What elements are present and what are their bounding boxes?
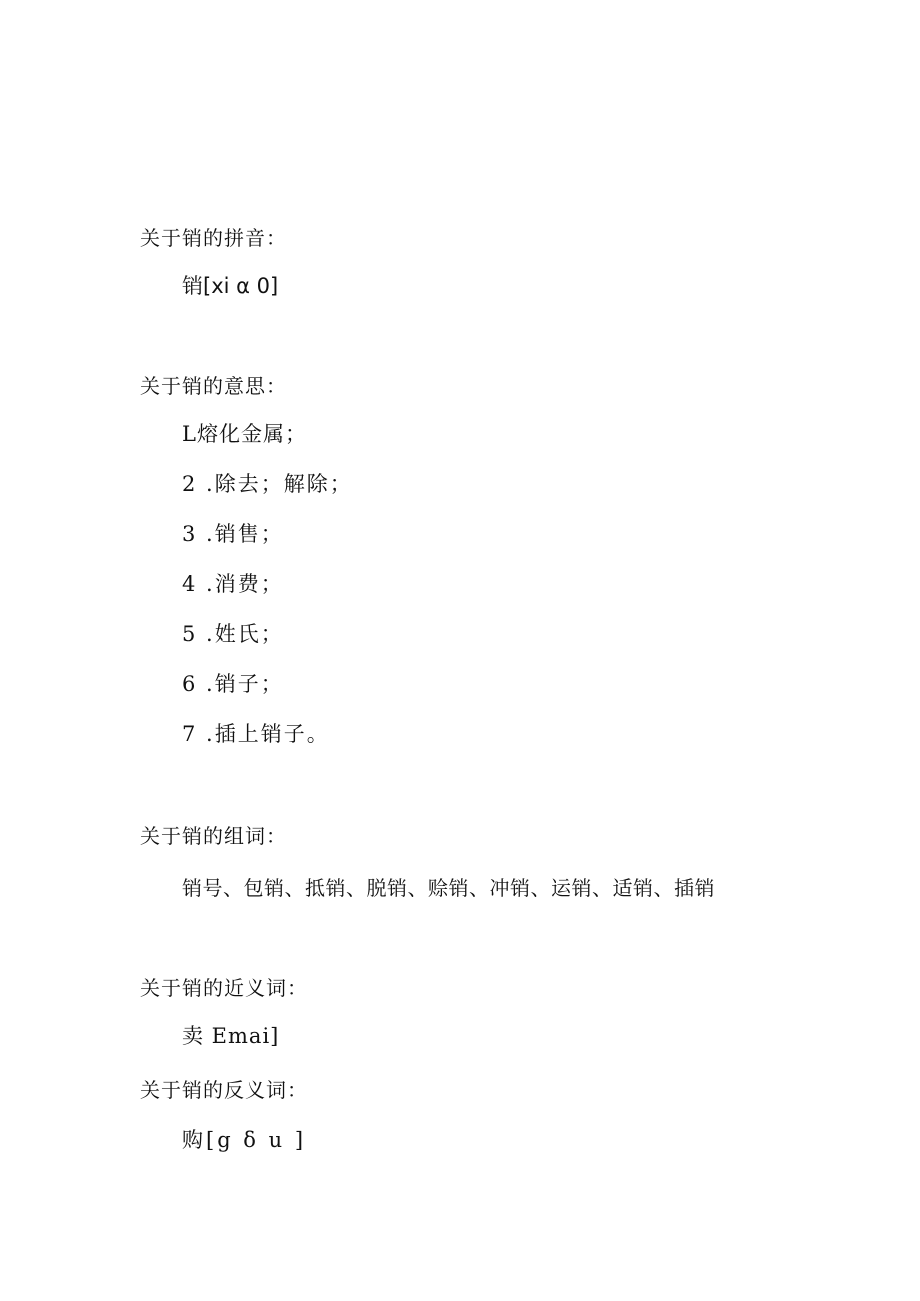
meaning-item-2: 2 .除去；解除；: [182, 472, 353, 496]
pinyin-value: 销[xi α 0]: [182, 274, 279, 298]
meaning-item-1: L熔化金属；: [182, 422, 307, 446]
antonym-heading: 关于销的反义词：: [140, 1078, 308, 1102]
meaning-item-6: 6 .销子；: [182, 672, 284, 696]
meaning-item-5: 5 .姓氏；: [182, 622, 284, 646]
pinyin-heading: 关于销的拼音：: [140, 226, 287, 250]
words-heading: 关于销的组词：: [140, 824, 287, 848]
meaning-item-7: 7 .插上销子。: [182, 722, 330, 746]
synonym-value: 卖 Emai]: [182, 1024, 280, 1048]
meaning-item-4: 4 .消费；: [182, 572, 284, 596]
synonym-heading: 关于销的近义词：: [140, 976, 308, 1000]
meaning-item-3: 3 .销售；: [182, 522, 284, 546]
words-value: 销号、包销、抵销、脱销、赊销、冲销、运销、适销、插销: [182, 876, 715, 900]
antonym-value: 购[g δ u ]: [182, 1128, 307, 1152]
meaning-heading: 关于销的意思：: [140, 374, 287, 398]
